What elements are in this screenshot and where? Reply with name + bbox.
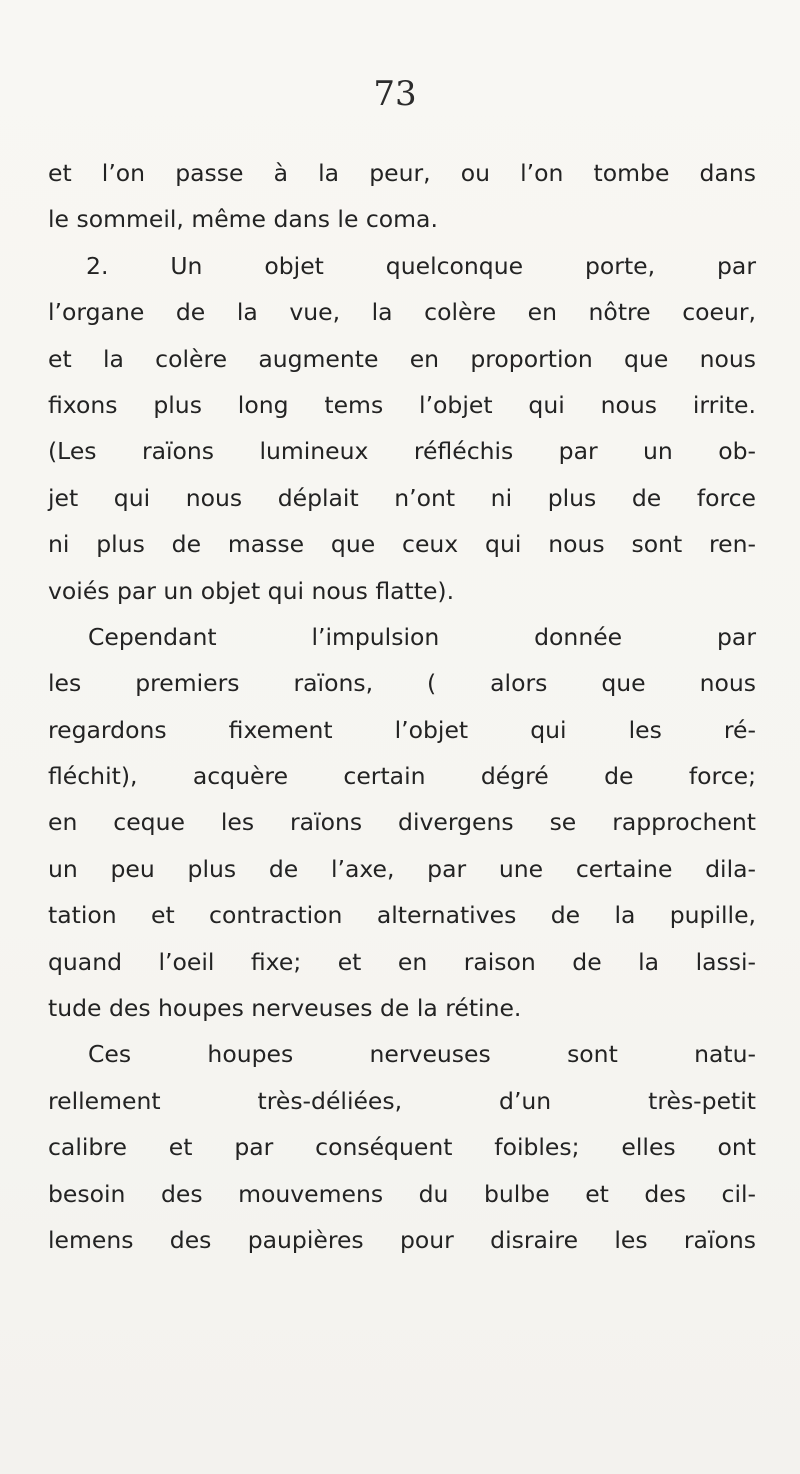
text-line: les premiers raïons, ( alors que nous xyxy=(48,669,756,698)
text-line: lemens des paupières pour disraire les raïons xyxy=(48,1225,756,1254)
text-line: Ces houpes nerveuses sont natu- xyxy=(88,1040,756,1069)
text-line: le sommeil, même dans le coma. xyxy=(48,205,438,234)
body-text xyxy=(48,150,756,1263)
text-line: fléchit), acquère certain dégré de force; xyxy=(48,762,756,791)
text-line: jet qui nous déplait n’ont ni plus de force xyxy=(48,483,756,512)
text-line: tude des houpes nerveuses de la rétine. xyxy=(48,994,522,1023)
text-line: (Les raïons lumineux réfléchis par un ob- xyxy=(48,437,756,466)
text-line: rellement très-déliées, d’un très-petit xyxy=(48,1086,756,1115)
text-line: et l’on passe à la peur, ou l’on tombe dans xyxy=(48,159,756,187)
text-line: 2. Un objet quelconque porte, par xyxy=(86,251,756,280)
text-line: regardons fixement l’objet qui les ré- xyxy=(48,715,756,744)
text-line: tation et contraction alternatives de la pupille, xyxy=(48,901,756,930)
text-line: voiés par un objet qui nous flatte). xyxy=(48,576,455,605)
text-line: un peu plus de l’axe, par une certaine dila- xyxy=(48,854,756,883)
text-line: ni plus de masse que ceux qui nous sont ren- xyxy=(48,530,756,559)
text-line: Cependant l’impulsion donnée par xyxy=(88,622,756,651)
text-line: quand l’oeil fixe; et en raison de la lassi- xyxy=(48,947,756,976)
page-number: 73 xyxy=(373,74,417,114)
text-line: et la colère augmente en proportion que nous xyxy=(48,344,756,373)
text-line: en ceque les raïons divergens se rapprochent xyxy=(48,808,756,837)
text-line: l’organe de la vue, la colère en nôtre coeur, xyxy=(48,298,756,327)
text-line: besoin des mouvemens du bulbe et des cil- xyxy=(48,1179,756,1208)
text-line: fixons plus long tems l’objet qui nous irrite. xyxy=(48,390,756,419)
text-line: calibre et par conséquent foibles; elles ont xyxy=(48,1133,756,1162)
